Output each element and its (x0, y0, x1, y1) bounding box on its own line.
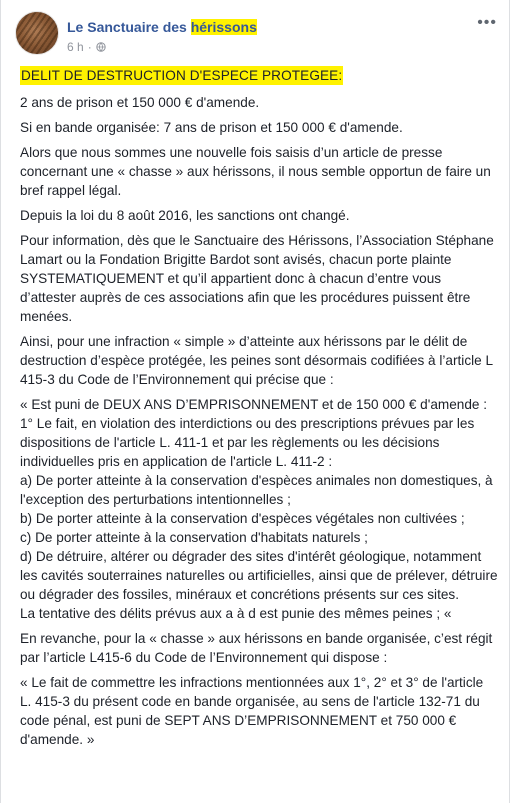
quote-line: d) De détruire, altérer ou dégrader des sites d'intérêt géologique, notamment les cavités souterraines naturelles ou artificielles, ainsi que de prélever, détruire ou dégrader des fossiles, minéraux et concrétions présents sur ces sites. (20, 549, 498, 602)
more-options-icon[interactable]: ••• (477, 14, 497, 31)
post-timestamp[interactable]: 6 h (67, 40, 84, 54)
post-paragraph: Ainsi, pour une infraction « simple » d’atteinte aux hérissons par le délit de destruction d’espèce protégée, les peines sont désormais codifiées à l’article L 415-3 du Code de l’Environnement qui précise que : (20, 334, 493, 387)
post-header (1, 0, 509, 62)
quote-line: La tentative des délits prévus aux a à d est punie des mêmes peines ; « (20, 606, 452, 621)
post-meta (67, 40, 106, 54)
quote-line: « Le fait de commettre les infractions mentionnées aux 1°, 2° et 3° de l'article L. 415-3 du présent code en bande organisée, au sens de l'article 132-71 du code pénal, est puni de SEPT ANS D’EMPRISONNEMENT et 750 000 € d'amende. » (20, 675, 484, 747)
hedgehog-image (16, 12, 58, 54)
post-paragraph: 2 ans de prison et 150 000 € d'amende. (20, 95, 260, 110)
page-name-highlight: hérissons (190, 19, 257, 35)
post-title: DELIT DE DESTRUCTION D'ESPECE PROTEGEE: (21, 68, 343, 83)
quote-line: b) De porter atteinte à la conservation d'espèces végétales non cultivées ; (20, 511, 465, 526)
post-body (20, 66, 498, 749)
legal-quote (20, 395, 498, 623)
legal-quote (20, 673, 498, 749)
quote-line: a) De porter atteinte à la conservation d'espèces animales non domestiques, à l'exception des perturbations intentionnelles ; (20, 473, 493, 507)
page-avatar[interactable] (15, 11, 59, 55)
meta-separator: · (87, 40, 92, 54)
globe-icon[interactable] (96, 42, 106, 52)
post-paragraph: En revanche, pour la « chasse » aux hérissons en bande organisée, c’est régit par l’article L415-6 du Code de l’Environnement qui dispose : (20, 631, 493, 665)
quote-line: 1° Le fait, en violation des interdictions ou des prescriptions prévues par les dispositions de l'article L. 411-1 et par les règlements ou les décisions individuelles pris en application de l'article L. 411-2 : (20, 416, 475, 469)
post-paragraph: Alors que nous sommes une nouvelle fois saisis d’un article de presse concernant une « chasse » aux hérissons, il nous semble opportun de faire un bref rappel légal. (20, 145, 491, 198)
post-paragraph: Pour information, dès que le Sanctuaire des Hérissons, l’Association Stéphane Lamart ou la Fondation Brigitte Bardot sont avisés, chacun porte plainte SYSTEMATIQUEMENT et qu’il appartient donc à chacun d’entre vous d’attester auprès de ces associations afin que les procédures puissent être menées. (20, 233, 494, 324)
page-name-text: Le Sanctuaire des (67, 19, 191, 35)
quote-line: c) De porter atteinte à la conservation d'habitats naturels ; (20, 530, 368, 545)
post-paragraph: Si en bande organisée: 7 ans de prison et 150 000 € d'amende. (20, 120, 403, 135)
page-name-link[interactable] (67, 19, 257, 35)
quote-line: « Est puni de DEUX ANS D’EMPRISONNEMENT et de 150 000 € d'amende : (20, 397, 488, 412)
post-paragraph: Depuis la loi du 8 août 2016, les sanctions ont changé. (20, 208, 350, 223)
